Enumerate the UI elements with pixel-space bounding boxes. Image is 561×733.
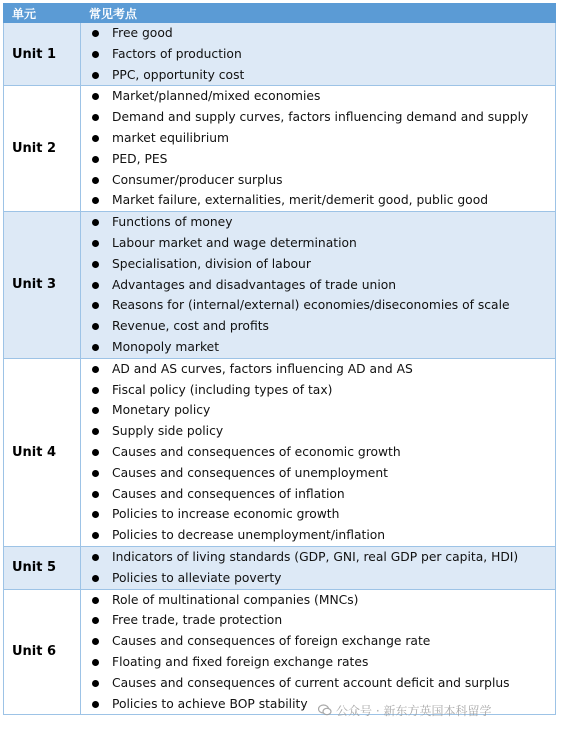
list-item	[81, 610, 555, 631]
bullet-icon	[92, 680, 99, 687]
topics-cell	[81, 23, 556, 86]
bullet-icon	[92, 197, 99, 204]
list-item	[81, 652, 555, 673]
bullet-icon	[92, 470, 99, 477]
topic-text: Market/planned/mixed economies	[112, 89, 321, 104]
topic-list	[81, 590, 555, 715]
list-item	[81, 107, 555, 128]
unit-label: Unit 3	[4, 212, 81, 359]
topic-text: PPC, opportunity cost	[112, 67, 245, 82]
list-item	[81, 547, 555, 568]
bullet-icon	[92, 219, 99, 226]
list-item	[81, 631, 555, 652]
bullet-icon	[92, 240, 99, 247]
topics-cell	[81, 546, 556, 589]
bullet-icon	[92, 532, 99, 539]
list-item	[81, 149, 555, 170]
topic-list	[81, 547, 555, 589]
bullet-icon	[92, 344, 99, 351]
table-row	[4, 358, 556, 546]
topic-text: Floating and fixed foreign exchange rates	[112, 654, 369, 669]
unit-label: Unit 2	[4, 86, 81, 212]
bullet-icon	[92, 302, 99, 309]
topic-text: Role of multinational companies (MNCs)	[112, 592, 359, 607]
wechat-icon	[318, 703, 332, 717]
bullet-icon	[92, 638, 99, 645]
bullet-icon	[92, 428, 99, 435]
list-item	[81, 275, 555, 296]
unit-label: Unit 1	[4, 23, 81, 86]
topic-list	[81, 86, 555, 211]
bullet-icon	[92, 30, 99, 37]
topic-text: Fiscal policy (including types of tax)	[112, 382, 333, 397]
list-item	[81, 484, 555, 505]
bullet-icon	[92, 323, 99, 330]
topic-text: Reasons for (internal/external) economies/diseconomies of scale	[112, 298, 510, 313]
table-row	[4, 589, 556, 715]
table-row	[4, 23, 556, 86]
topic-text: Labour market and wage determination	[112, 235, 357, 250]
topic-text: Monetary policy	[112, 403, 211, 418]
topic-text: Policies to achieve BOP stability	[112, 696, 308, 711]
list-item	[81, 380, 555, 401]
table-row	[4, 546, 556, 589]
topic-text: Free good	[112, 26, 173, 40]
bullet-icon	[92, 701, 99, 708]
topic-text: Causes and consequences of unemployment	[112, 465, 388, 480]
list-item	[81, 568, 555, 589]
list-item	[81, 316, 555, 337]
list-item	[81, 421, 555, 442]
bullet-icon	[92, 135, 99, 142]
bullet-icon	[92, 114, 99, 121]
topic-text: Free trade, trade protection	[112, 613, 283, 628]
economics-topics-table	[3, 3, 556, 715]
list-item	[81, 400, 555, 421]
bullet-icon	[92, 72, 99, 79]
list-item	[81, 170, 555, 191]
table-body	[4, 23, 556, 715]
bullet-icon	[92, 659, 99, 666]
list-item	[81, 673, 555, 694]
watermark-text: 公众号 · 新东方英国本科留学	[336, 703, 492, 718]
bullet-icon	[92, 366, 99, 373]
topic-text: Policies to increase economic growth	[112, 507, 340, 522]
list-item	[81, 525, 555, 546]
topic-text: Market failure, externalities, merit/demerit good, public good	[112, 193, 489, 208]
topic-text: Specialisation, division of labour	[112, 256, 311, 271]
topic-text: AD and AS curves, factors influencing AD and AS	[112, 361, 413, 376]
list-item	[81, 190, 555, 211]
topics-cell	[81, 212, 556, 359]
bullet-icon	[92, 177, 99, 184]
bullet-icon	[92, 554, 99, 561]
topic-text: Monopoly market	[112, 339, 220, 354]
topic-text: Demand and supply curves, factors influencing demand and supply	[112, 110, 529, 125]
topic-text: Factors of production	[112, 46, 242, 61]
list-item	[81, 233, 555, 254]
topic-text: Revenue, cost and profits	[112, 319, 269, 334]
list-item	[81, 504, 555, 525]
topics-column-header: 常见考点	[81, 4, 556, 23]
bullet-icon	[92, 491, 99, 498]
bullet-icon	[92, 93, 99, 100]
table-row	[4, 212, 556, 359]
bullet-icon	[92, 156, 99, 163]
bullet-icon	[92, 511, 99, 518]
topics-cell	[81, 86, 556, 212]
watermark	[318, 700, 491, 720]
topic-text: Causes and consequences of economic growth	[112, 444, 401, 459]
list-item	[81, 337, 555, 358]
list-item	[81, 128, 555, 149]
list-item	[81, 359, 555, 380]
list-item	[81, 212, 555, 233]
topic-list	[81, 212, 555, 358]
unit-label: Unit 4	[4, 358, 81, 546]
bullet-icon	[92, 261, 99, 268]
table-header-row	[4, 4, 556, 23]
bullet-icon	[92, 617, 99, 624]
topic-text: Causes and consequences of current account deficit and surplus	[112, 675, 510, 690]
bullet-icon	[92, 407, 99, 414]
list-item	[81, 295, 555, 316]
topic-text: PED, PES	[112, 151, 168, 166]
bullet-icon	[92, 51, 99, 58]
bullet-icon	[92, 597, 99, 604]
table-row	[4, 86, 556, 212]
topic-list	[81, 359, 555, 546]
bullet-icon	[92, 387, 99, 394]
topic-text: Supply side policy	[112, 424, 224, 439]
bullet-icon	[92, 449, 99, 456]
topic-list	[81, 23, 555, 85]
unit-label: Unit 6	[4, 589, 81, 715]
unit-label: Unit 5	[4, 546, 81, 589]
topic-text: Indicators of living standards (GDP, GNI, real GDP per capita, HDI)	[112, 549, 519, 564]
topic-text: Causes and consequences of foreign exchange rate	[112, 634, 431, 649]
unit-column-header: 单元	[4, 4, 81, 23]
bullet-icon	[92, 282, 99, 289]
list-item	[81, 86, 555, 107]
topic-text: Policies to alleviate poverty	[112, 570, 282, 585]
list-item	[81, 590, 555, 611]
topic-text: market equilibrium	[112, 130, 230, 145]
list-item	[81, 442, 555, 463]
topics-cell	[81, 589, 556, 715]
list-item	[81, 44, 555, 65]
topics-cell	[81, 358, 556, 546]
topic-text: Causes and consequences of inflation	[112, 486, 345, 501]
list-item	[81, 463, 555, 484]
list-item	[81, 65, 555, 86]
list-item	[81, 23, 555, 44]
topic-text: Functions of money	[112, 215, 233, 230]
topic-text: Consumer/producer surplus	[112, 172, 283, 187]
bullet-icon	[92, 575, 99, 582]
list-item	[81, 254, 555, 275]
topic-text: Policies to decrease unemployment/inflation	[112, 528, 386, 543]
topic-text: Advantages and disadvantages of trade union	[112, 277, 397, 292]
